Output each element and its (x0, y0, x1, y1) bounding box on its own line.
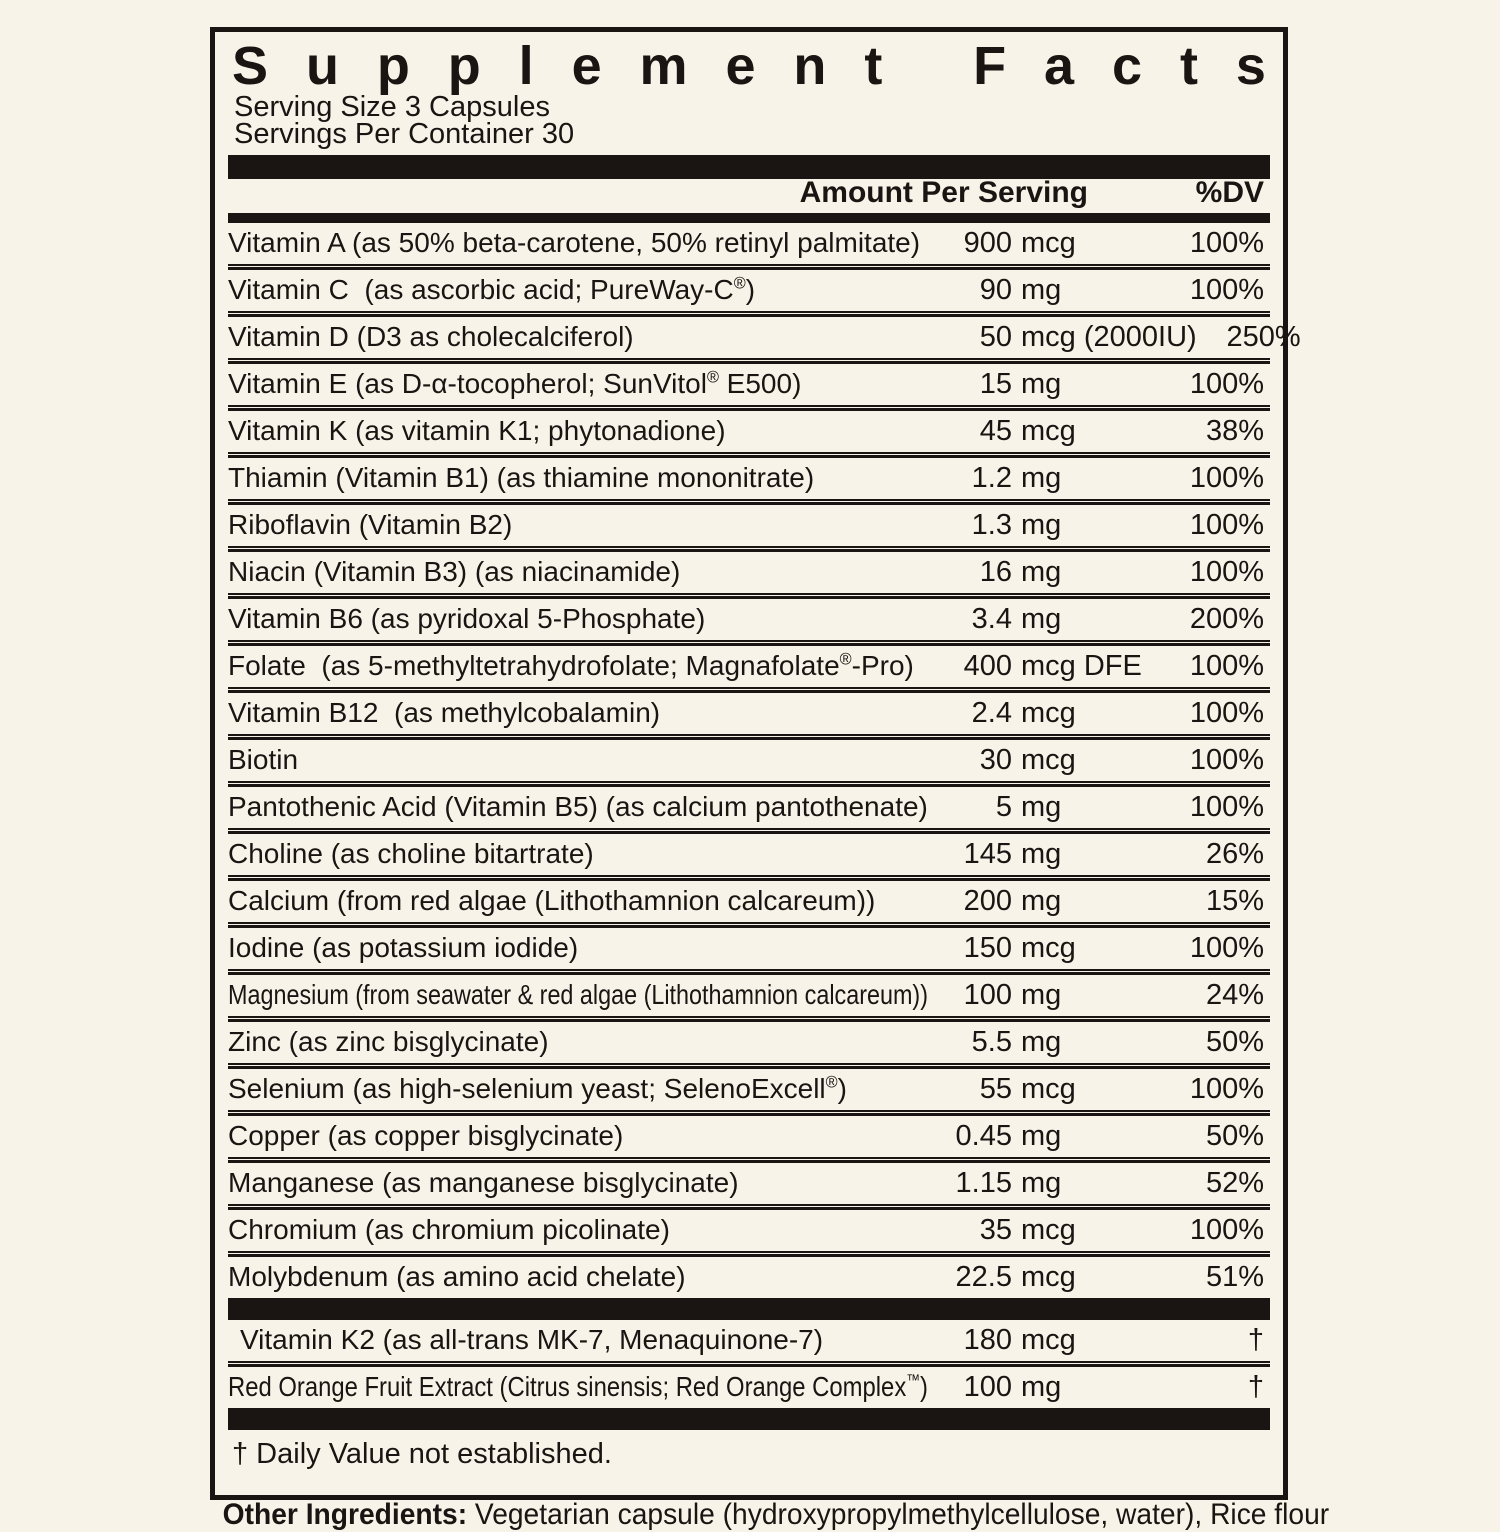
row-amount-value: 35 (979, 1213, 1012, 1246)
row-percent-dv: 100% (1189, 461, 1264, 494)
row-nutrient-name: Folate (as 5-methyltetrahydrofolate; Magnafolate®-Pro) (228, 650, 914, 682)
supplement-facts-panel (210, 27, 1301, 1500)
row-amount-value: 180 (963, 1323, 1012, 1356)
table-row (228, 223, 1270, 264)
row-nutrient-name: Selenium (as high-selenium yeast; SelenoExcell®) (228, 1073, 847, 1105)
table-row (228, 270, 1270, 311)
row-percent-dv: 38% (1205, 414, 1264, 447)
row-amount-value: 145 (963, 837, 1012, 870)
row-amount-unit: mg (1021, 508, 1062, 541)
row-amount-unit: mcg DFE (1021, 649, 1142, 682)
row-percent-dv: 200% (1189, 602, 1264, 635)
row-amount-unit: mcg (1021, 1323, 1076, 1356)
row-nutrient-name: Vitamin K (as vitamin K1; phytonadione) (228, 415, 726, 447)
row-amount-unit: mg (1021, 1025, 1062, 1058)
row-percent-dv: 100% (1189, 555, 1264, 588)
row-nutrient-name: Vitamin C (as ascorbic acid; PureWay-C®) (228, 274, 756, 306)
table-row (228, 1069, 1270, 1110)
table-row (228, 740, 1270, 781)
row-amount-value: 900 (963, 226, 1012, 259)
row-amount-unit: mg (1021, 837, 1062, 870)
table-row (228, 646, 1270, 687)
table-row (228, 364, 1270, 405)
table-row (228, 881, 1270, 922)
table-row (228, 1163, 1270, 1204)
table-row (228, 1367, 1270, 1408)
row-amount-unit: mg (1021, 367, 1062, 400)
row-nutrient-name: Vitamin D (D3 as cholecalciferol) (228, 321, 634, 353)
row-percent-dv: 50% (1205, 1119, 1264, 1152)
row-amount-value: 5.5 (971, 1025, 1012, 1058)
row-percent-dv: 52% (1205, 1166, 1264, 1199)
other-ingredients-text: Vegetarian capsule (hydroxypropylmethylcellulose, water), Rice flour (467, 1498, 1330, 1531)
row-nutrient-name: Red Orange Fruit Extract (Citrus sinensis; Red Orange Complex™) (228, 1371, 928, 1403)
row-nutrient-name: Magnesium (from seawater & red algae (Lithothamnion calcareum)) (228, 979, 928, 1011)
row-amount-unit: mcg (1021, 696, 1076, 729)
table-row (228, 458, 1270, 499)
table-row (228, 834, 1270, 875)
row-amount-unit: mg (1021, 555, 1062, 588)
row-percent-dv: 15% (1205, 884, 1264, 917)
row-percent-dv: 26% (1205, 837, 1264, 870)
row-percent-dv: 100% (1189, 226, 1264, 259)
other-ingredients-label: Other Ingredients: (222, 1498, 468, 1531)
header-percent-dv: %DV (1195, 175, 1264, 209)
row-amount-unit: mcg (1021, 226, 1076, 259)
panel-title: S u p p l e m e n t F a c t s (232, 36, 1266, 96)
table-row (228, 1320, 1270, 1361)
table-row (228, 928, 1270, 969)
row-amount-unit: mg (1021, 1119, 1062, 1152)
row-nutrient-name: Molybdenum (as amino acid chelate) (228, 1261, 686, 1293)
nutrient-rows (228, 223, 1301, 1298)
row-amount-value: 1.15 (955, 1166, 1012, 1199)
row-percent-dv: † (1247, 1370, 1264, 1403)
divider-bar-top (228, 155, 1270, 179)
row-nutrient-name: Vitamin E (as D-α-tocopherol; SunVitol® E500) (228, 368, 802, 400)
row-nutrient-name: Vitamin A (as 50% beta-carotene, 50% retinyl palmitate) (228, 227, 921, 259)
row-amount-value: 400 (963, 649, 1012, 682)
table-row (228, 411, 1270, 452)
row-nutrient-name: Zinc (as zinc bisglycinate) (228, 1026, 549, 1058)
row-amount-unit: mg (1021, 978, 1062, 1011)
divider-bar-section (228, 1298, 1270, 1320)
row-nutrient-name: Choline (as choline bitartrate) (228, 838, 594, 870)
row-amount-value: 30 (979, 743, 1012, 776)
row-nutrient-name: Iodine (as potassium iodide) (228, 932, 579, 964)
row-amount-value: 0.45 (955, 1119, 1012, 1152)
row-percent-dv: 100% (1189, 367, 1264, 400)
row-amount-unit: mcg (1021, 414, 1076, 447)
row-amount-unit: mg (1021, 273, 1062, 306)
row-nutrient-name: Chromium (as chromium picolinate) (228, 1214, 670, 1246)
row-amount-value: 2.4 (971, 696, 1012, 729)
row-nutrient-name: Calcium (from red algae (Lithothamnion calcareum)) (228, 885, 876, 917)
row-amount-unit: mcg (1021, 1072, 1076, 1105)
row-amount-value: 1.3 (971, 508, 1012, 541)
row-amount-unit: mcg (1021, 743, 1076, 776)
servings-per-container: Servings Per Container 30 (234, 117, 575, 150)
row-percent-dv: 100% (1189, 1213, 1264, 1246)
row-percent-dv: 250% (1226, 320, 1301, 353)
table-row (228, 1257, 1270, 1298)
row-percent-dv: 100% (1189, 696, 1264, 729)
table-row (228, 1022, 1270, 1063)
row-percent-dv: 51% (1205, 1260, 1264, 1293)
row-nutrient-name: Riboflavin (Vitamin B2) (228, 509, 513, 541)
table-header (228, 175, 1270, 213)
daily-value-footnote: † Daily Value not established. (232, 1437, 612, 1470)
row-nutrient-name: Thiamin (Vitamin B1) (as thiamine mononitrate) (228, 462, 815, 494)
row-nutrient-name: Pantothenic Acid (Vitamin B5) (as calcium pantothenate) (228, 791, 928, 823)
row-amount-value: 150 (963, 931, 1012, 964)
row-percent-dv: 24% (1205, 978, 1264, 1011)
row-amount-value: 1.2 (971, 461, 1012, 494)
row-amount-value: 15 (979, 367, 1012, 400)
table-row (228, 599, 1270, 640)
row-percent-dv: 100% (1189, 1072, 1264, 1105)
row-nutrient-name: Vitamin B12 (as methylcobalamin) (228, 697, 661, 729)
row-amount-unit: mg (1021, 884, 1062, 917)
row-percent-dv: † (1247, 1323, 1264, 1356)
row-amount-value: 100 (963, 1370, 1012, 1403)
row-amount-value: 22.5 (955, 1260, 1012, 1293)
other-ingredients-line (207, 1464, 1329, 1532)
table-row (228, 317, 1301, 358)
row-nutrient-name: Copper (as copper bisglycinate) (228, 1120, 624, 1152)
divider-bar-header (228, 213, 1270, 223)
row-amount-value: 3.4 (971, 602, 1012, 635)
row-amount-unit: mg (1021, 1370, 1062, 1403)
row-amount-value: 16 (979, 555, 1012, 588)
row-percent-dv: 100% (1189, 931, 1264, 964)
row-percent-dv: 100% (1189, 508, 1264, 541)
table-row (228, 787, 1270, 828)
table-row (228, 1210, 1270, 1251)
row-nutrient-name: Vitamin K2 (as all-trans MK-7, Menaquinone-7) (240, 1324, 824, 1356)
row-percent-dv: 100% (1189, 273, 1264, 306)
row-amount-unit: mg (1021, 602, 1062, 635)
row-nutrient-name: Vitamin B6 (as pyridoxal 5-Phosphate) (228, 603, 706, 635)
row-amount-value: 45 (979, 414, 1012, 447)
row-amount-value: 90 (979, 273, 1012, 306)
row-amount-unit: mg (1021, 790, 1062, 823)
row-amount-unit: mg (1021, 461, 1062, 494)
row-amount-unit: mcg (1021, 931, 1076, 964)
row-amount-unit: mg (1021, 1166, 1062, 1199)
row-percent-dv: 100% (1189, 649, 1264, 682)
table-row (228, 1116, 1270, 1157)
table-row (228, 693, 1270, 734)
row-amount-unit: mcg (1021, 1213, 1076, 1246)
row-amount-unit: mcg (2000IU) (1021, 320, 1197, 353)
row-percent-dv: 100% (1189, 790, 1264, 823)
row-nutrient-name: Niacin (Vitamin B3) (as niacinamide) (228, 556, 681, 588)
row-nutrient-name: Manganese (as manganese bisglycinate) (228, 1167, 739, 1199)
serving-size: Serving Size 3 Capsules (234, 90, 550, 123)
row-percent-dv: 50% (1205, 1025, 1264, 1058)
extra-nutrient-rows (228, 1320, 1270, 1408)
divider-bar-bottom (228, 1408, 1270, 1430)
row-amount-value: 5 (995, 790, 1012, 823)
row-amount-value: 50 (979, 320, 1012, 353)
row-amount-unit: mcg (1021, 1260, 1076, 1293)
header-amount-per-serving: Amount Per Serving (799, 175, 1088, 209)
row-percent-dv: 100% (1189, 743, 1264, 776)
table-row (228, 552, 1270, 593)
table-row (228, 975, 1270, 1016)
row-nutrient-name: Biotin (228, 744, 299, 776)
table-row (228, 505, 1270, 546)
row-amount-value: 100 (963, 978, 1012, 1011)
row-amount-value: 200 (963, 884, 1012, 917)
row-amount-value: 55 (979, 1072, 1012, 1105)
